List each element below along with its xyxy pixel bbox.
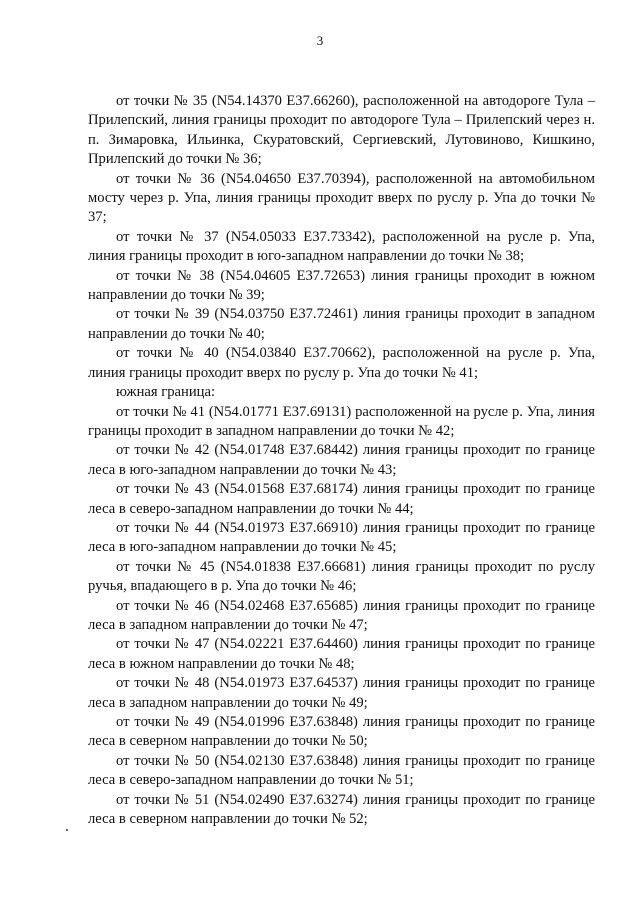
paragraph-point-39: от точки № 39 (N54.03750 E37.72461) линия границы проходит в западном направлении до точки № 40; bbox=[88, 306, 595, 342]
paragraph-point-35: от точки № 35 (N54.14370 E37.66260), расположенной на автодороге Тула – Прилепский, линия границы проходит по автодороге Тула – Прилепский через н. п. Зимаровка, Ильинка, Скуратовский, Сергиевский, Лутовиново, Кишкино, Прилепский до точки № 36; bbox=[88, 93, 595, 168]
paragraph-point-40: от точки № 40 (N54.03840 E37.70662), расположенной на русле р. Упа, линия границы проходит вверх по руслу р. Упа до точки № 41; bbox=[88, 345, 595, 381]
paragraph-point-44: от точки № 44 (N54.01973 E37.66910) линия границы проходит по границе леса в юго-западном направлении до точки № 45; bbox=[88, 519, 595, 556]
paragraph-point-43: от точки № 43 (N54.01568 E37.68174) линия границы проходит по границе леса в северо-западном направлении до точки № 44; bbox=[88, 481, 595, 517]
document-body bbox=[88, 92, 595, 829]
page-number: 3 bbox=[316, 33, 324, 48]
section-heading-south: южная граница: bbox=[116, 384, 215, 401]
paragraph-point-48: от точки № 48 (N54.01973 E37.64537) линия границы проходит по границе леса в западном направлении до точки № 49; bbox=[88, 675, 595, 711]
paragraph-point-51: от точки № 51 (N54.02490 E37.63274) линия границы проходит по границе леса в северном направлении до точки № 52; bbox=[88, 791, 595, 828]
paragraph-point-46: от точки № 46 (N54.02468 E37.65685) линия границы проходит по границе леса в западном направлении до точки № 47; bbox=[88, 597, 595, 633]
paragraph-point-36: от точки № 36 (N54.04650 E37.70394), расположенной на автомобильном мосту через р. Упа, линия границы проходит вверх по руслу р. Упа до точки № 37; bbox=[88, 170, 595, 226]
paragraph-point-42: от точки № 42 (N54.01748 E37.68442) линия границы проходит по границе леса в юго-западном направлении до точки № 43; bbox=[88, 442, 595, 478]
paragraph-point-38: от точки № 38 (N54.04605 E37.72653) линия границы проходит в южном направлении до точки № 39; bbox=[88, 267, 595, 304]
paragraph-point-49: от точки № 49 (N54.01996 E37.63848) линия границы проходит по границе леса в северном направлении до точки № 50; bbox=[88, 714, 595, 750]
paragraph-point-47: от точки № 47 (N54.02221 E37.64460) линия границы проходит по границе леса в южном направлении до точки № 48; bbox=[88, 636, 595, 672]
paragraph-point-37: от точки № 37 (N54.05033 E37.73342), расположенной на русле р. Упа, линия границы проходит в юго-западном направлении до точки № 38; bbox=[88, 228, 595, 265]
paragraph-point-41: от точки № 41 (N54.01771 E37.69131) расположенной на русле р. Упа, линия границы проходит в западном направлении до точки № 42; bbox=[88, 403, 595, 439]
scan-speck bbox=[66, 829, 68, 831]
paragraph-point-45: от точки № 45 (N54.01838 E37.66681) линия границы проходит по руслу ручья, впадающего в р. Упа до точки № 46; bbox=[88, 558, 595, 595]
paragraph-point-50: от точки № 50 (N54.02130 E37.63848) линия границы проходит по границе леса в северо-западном направлении до точки № 51; bbox=[88, 752, 595, 789]
